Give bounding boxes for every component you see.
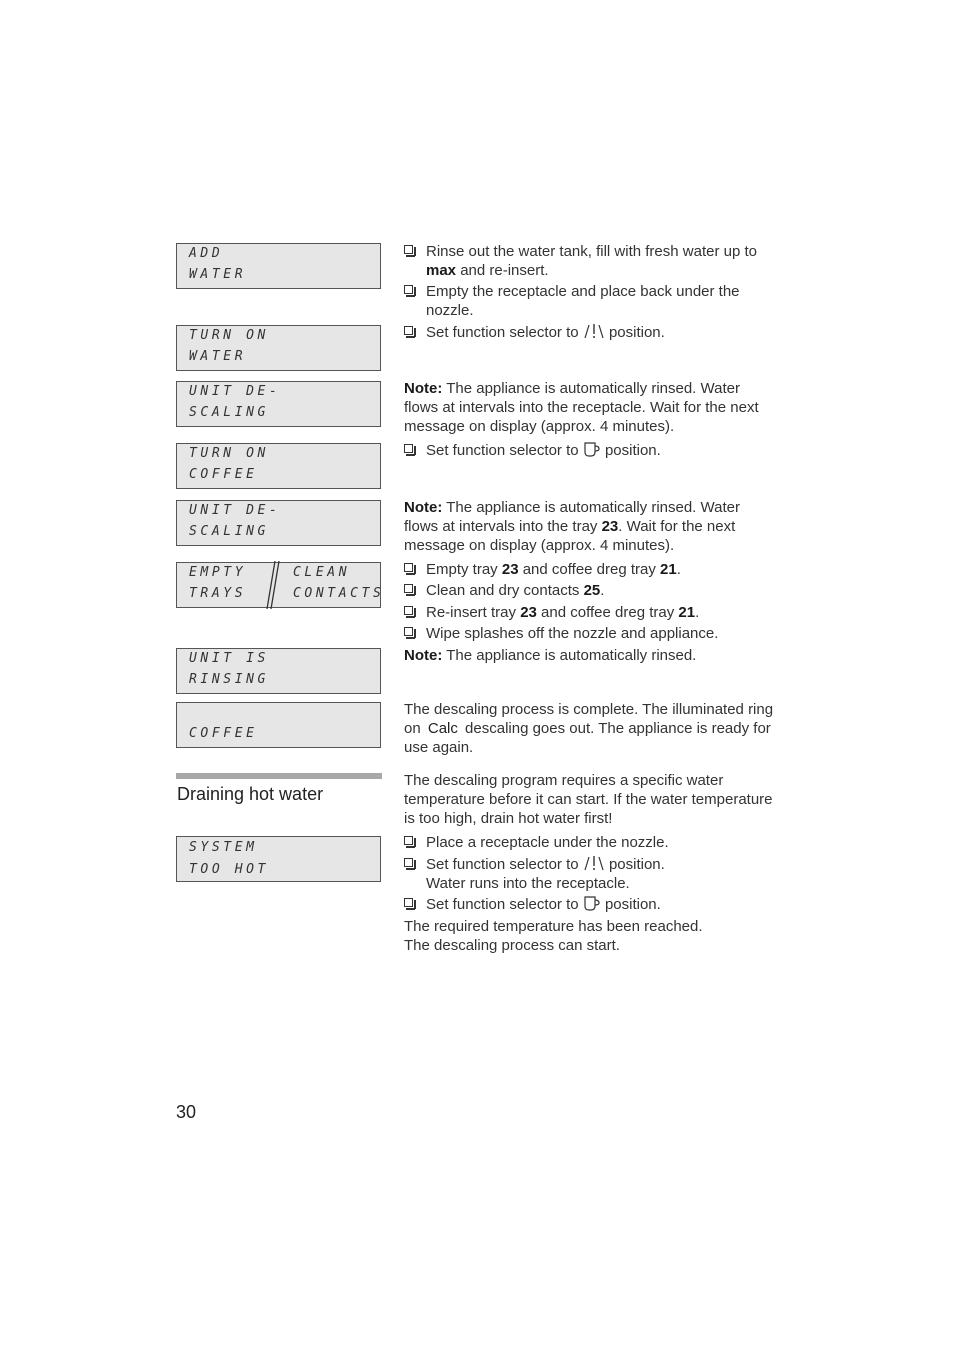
- checkbox-bullet-icon: [404, 563, 413, 572]
- display-line-1: TURN ON: [189, 328, 269, 343]
- display-coffee: [176, 702, 381, 748]
- text: Set function selector to: [426, 856, 583, 873]
- checkbox-bullet-icon: [404, 858, 413, 867]
- text: position.: [608, 324, 665, 341]
- text: The descaling program requires a specific water temperature before it can start. If the water temperature is too high, drain hot water first!: [404, 772, 773, 827]
- complete-paragraph: [404, 700, 776, 757]
- text: Empty the receptacle and place back under the nozzle.: [426, 283, 740, 319]
- checkbox-bullet-icon: [404, 285, 413, 294]
- display-left-line-1: EMPTY: [189, 565, 247, 580]
- text: Empty tray: [426, 561, 502, 578]
- display-unit-is-rinsing: [176, 648, 381, 694]
- requirement-paragraph: [404, 771, 776, 828]
- text: Water runs into the receptacle.: [426, 875, 630, 892]
- display-unit-descaling-2: [176, 500, 381, 546]
- checkbox-bullet-icon: [404, 606, 413, 615]
- text: .: [676, 561, 681, 578]
- checkbox-bullet-icon: [404, 326, 413, 335]
- display-line-2: SCALING: [189, 524, 269, 539]
- display-empty-trays-clean-contacts: [176, 562, 385, 608]
- display-right-line-1: CLEAN: [293, 565, 351, 580]
- instruction-item: [404, 895, 776, 914]
- bold-text: 21: [678, 604, 696, 621]
- instruction-item: [404, 441, 776, 460]
- instruction-item: [404, 603, 776, 622]
- text: position.: [604, 442, 661, 459]
- text: Clean and dry contacts: [426, 582, 584, 599]
- note-paragraph: [404, 379, 776, 436]
- instruction-item: [404, 855, 776, 893]
- text: Re-insert tray: [426, 604, 521, 621]
- display-add-water: [176, 243, 381, 289]
- text: The descaling process can start.: [404, 937, 620, 954]
- display-line-2: COFFEE: [189, 726, 258, 741]
- text: The required temperature has been reached.: [404, 918, 703, 935]
- text: The appliance is automatically rinsed. Water flows at intervals into the tray: [404, 499, 740, 535]
- text: . Wait for the next message on display (approx. 4 minutes).: [404, 518, 736, 554]
- instruction-item: [404, 560, 776, 579]
- display-left-line-2: TRAYS: [189, 586, 247, 601]
- final-paragraph: [404, 917, 776, 955]
- text: Rinse out the water tank, fill with fresh water up to: [426, 243, 757, 260]
- cup-icon: [583, 895, 601, 912]
- text: The descaling process is complete. The illuminated ring on: [404, 701, 774, 737]
- display-line-2: WATER: [189, 267, 247, 282]
- bold-text: 23: [601, 518, 619, 535]
- bold-text: max: [426, 262, 457, 279]
- bold-text: 23: [501, 561, 519, 578]
- display-system-too-hot: [176, 836, 381, 882]
- display-unit-descaling: [176, 381, 381, 427]
- note-paragraph: [404, 498, 776, 555]
- display-line-1: TURN ON: [189, 446, 269, 461]
- note-label: Note:: [404, 647, 443, 664]
- text: and coffee dreg tray: [518, 561, 661, 578]
- display-line-1: UNIT IS: [189, 651, 269, 666]
- text: Wipe splashes off the nozzle and appliance.: [426, 625, 719, 642]
- checkbox-bullet-icon: [404, 584, 413, 593]
- text: Place a receptacle under the nozzle.: [426, 834, 669, 851]
- display-line-2: SCALING: [189, 405, 269, 420]
- display-line-2: WATER: [189, 349, 247, 364]
- note-label: Note:: [404, 380, 443, 397]
- display-line-1: UNIT DE-: [189, 503, 281, 518]
- instruction-item: [404, 282, 776, 320]
- section-heading: Draining hot water: [177, 784, 324, 804]
- hot-water-icon: [583, 323, 605, 340]
- section-divider: [176, 773, 382, 779]
- bold-text: 25: [583, 582, 601, 599]
- display-right-line-2: CONTACTS: [293, 586, 385, 601]
- instruction-item: [404, 833, 776, 852]
- instruction-item: [404, 581, 776, 600]
- calc-label: Calc: [427, 720, 458, 737]
- alternating-separator-icon: [263, 561, 281, 609]
- cup-icon: [583, 441, 601, 458]
- text: Set function selector to: [426, 896, 583, 913]
- checkbox-bullet-icon: [404, 444, 413, 453]
- display-line-2: COFFEE: [189, 467, 258, 482]
- checkbox-bullet-icon: [404, 245, 413, 254]
- display-line-1: SYSTEM: [189, 840, 258, 855]
- display-line-2: TOO HOT: [189, 862, 269, 877]
- page-number: 30: [176, 1102, 197, 1122]
- instruction-item: [404, 624, 776, 643]
- text: .: [695, 604, 700, 621]
- display-line-1: UNIT DE-: [189, 384, 281, 399]
- text: Set function selector to: [426, 442, 583, 459]
- display-turn-on-water: [176, 325, 381, 371]
- text: Set function selector to: [426, 324, 583, 341]
- text: .: [600, 582, 605, 599]
- display-line-2: RINSING: [189, 672, 269, 687]
- display-turn-on-coffee: [176, 443, 381, 489]
- text: descaling goes out. The appliance is ready for use again.: [404, 720, 771, 756]
- bold-text: 21: [660, 561, 677, 578]
- checkbox-bullet-icon: [404, 836, 413, 845]
- note-paragraph: [404, 646, 776, 665]
- text: position.: [604, 896, 661, 913]
- text: position.: [608, 856, 665, 873]
- bold-text: 23: [520, 604, 537, 621]
- hot-water-icon: [583, 855, 605, 872]
- checkbox-bullet-icon: [404, 627, 413, 636]
- display-line-1: ADD: [189, 246, 224, 261]
- text: The appliance is automatically rinsed. Water flows at intervals into the receptacle. Wait for the next message on display (approx. 4 minutes).: [404, 380, 759, 435]
- checkbox-bullet-icon: [404, 898, 413, 907]
- text: The appliance is automatically rinsed.: [442, 647, 697, 664]
- text: and coffee dreg tray: [536, 604, 679, 621]
- text: and re-insert.: [456, 262, 549, 279]
- instruction-item: [404, 323, 776, 342]
- note-label: Note:: [404, 499, 443, 516]
- instruction-item: [404, 242, 776, 280]
